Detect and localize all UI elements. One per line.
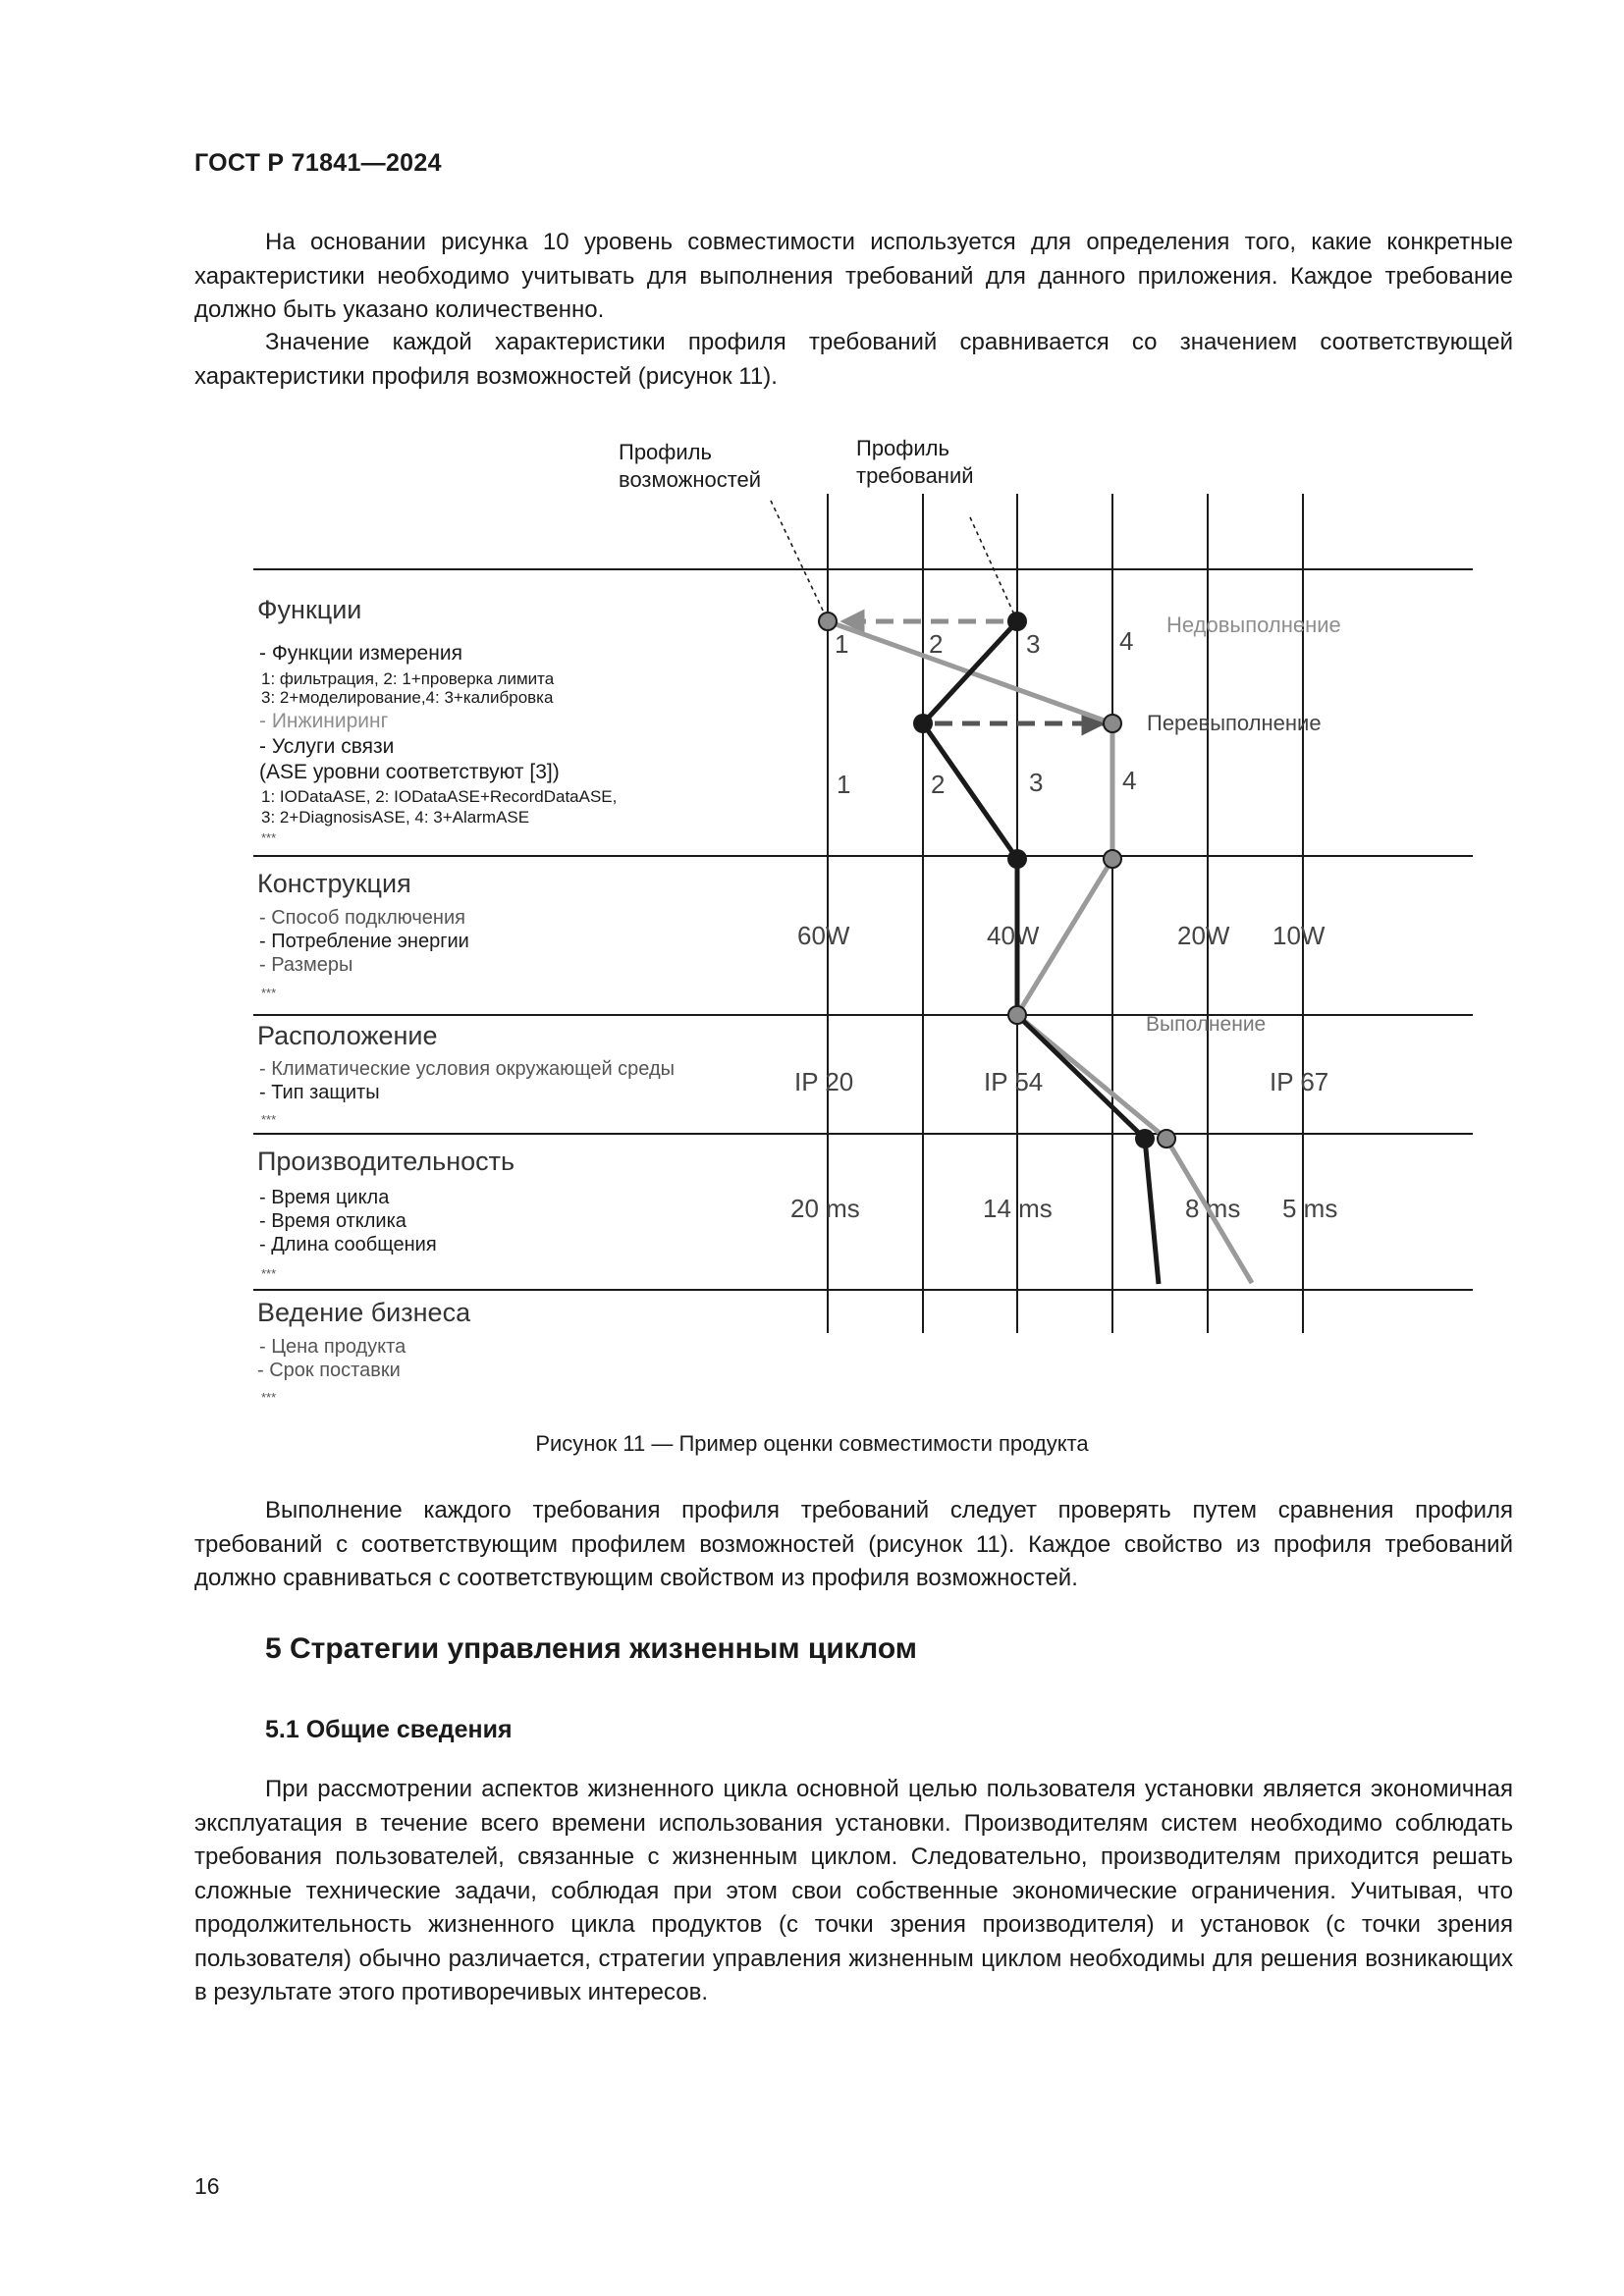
power-value: 10W xyxy=(1272,921,1326,950)
section-item: 1: фильтрация, 2: 1+проверка лимита xyxy=(261,669,555,688)
section-item: - Время отклика xyxy=(259,1210,406,1232)
section-item: 3: 2+моделирование,4: 3+калибровка xyxy=(261,688,554,707)
section-title-location: Расположение xyxy=(257,1021,438,1050)
section-item: *** xyxy=(261,986,277,1000)
section-item: *** xyxy=(261,1390,277,1405)
time-value: 14 ms xyxy=(983,1194,1053,1223)
time-value: 5 ms xyxy=(1282,1194,1338,1223)
section-item: 3: 2+DiagnosisASE, 4: 3+AlarmASE xyxy=(261,808,530,827)
section-heading: 5 Стратегии управления жизненным циклом xyxy=(265,1632,917,1665)
level-label: 3 xyxy=(1029,768,1044,797)
capability-profile-label: возможностей xyxy=(619,467,762,492)
requirement-pointer xyxy=(970,517,1014,614)
status-ok-label: Выполнение xyxy=(1146,1013,1267,1036)
figure-caption: Рисунок 11 — Пример оценки совместимости продукта xyxy=(535,1431,1089,1456)
level-label: 4 xyxy=(1119,626,1134,656)
requirement-profile-label: Профиль xyxy=(856,436,949,460)
protection-value: IP 67 xyxy=(1270,1067,1329,1096)
intro-paragraph-2: Значение каждой характеристики профиля требований сравнивается со значением соответствующей характеристики профиля возможностей (рисунок 11). xyxy=(194,329,1513,390)
power-value: 40W xyxy=(987,921,1040,950)
section-item: - Цена продукта xyxy=(259,1336,406,1358)
protection-value: IP 20 xyxy=(794,1067,854,1096)
level-label: 1 xyxy=(837,770,851,799)
section-item: - Способ подключения xyxy=(259,907,465,929)
section-item: *** xyxy=(261,1266,277,1281)
status-under-label: Недовыполнение xyxy=(1166,613,1341,637)
section-item: - Срок поставки xyxy=(257,1360,401,1381)
section-item: *** xyxy=(261,1112,277,1127)
section-item: 1: IODataASE, 2: IODataASE+RecordDataASE, xyxy=(261,787,618,806)
section-item: (ASE уровни соответствуют [3]) xyxy=(259,761,560,783)
document-header: ГОСТ Р 71841—2024 xyxy=(194,149,442,177)
section-item: - Функции измерения xyxy=(259,642,462,665)
section-item: - Инжиниринг xyxy=(259,710,389,732)
level-label: 2 xyxy=(931,770,946,799)
time-value: 8 ms xyxy=(1185,1194,1241,1223)
section-item: - Размеры xyxy=(259,954,353,976)
section-item: - Тип защиты xyxy=(259,1082,380,1103)
section-item: - Время цикла xyxy=(259,1187,390,1208)
section-item: - Длина сообщения xyxy=(259,1234,437,1255)
section-item: - Климатические условия окружающей среды xyxy=(259,1058,676,1080)
section-title-construction: Конструкция xyxy=(257,869,411,898)
time-value: 20 ms xyxy=(790,1194,860,1223)
intro-paragraph-1: На основании рисунка 10 уровень совместимости используется для определения того, какие конкретные характеристики необходимо учитывать для выполнения требований для данного приложения. Каждое требование должно быть указано количественно. xyxy=(194,229,1513,323)
section-title-functions: Функции xyxy=(257,595,362,624)
section-item: - Потребление энергии xyxy=(259,931,469,952)
capability-profile-label: Профиль xyxy=(619,440,712,464)
level-label: 2 xyxy=(929,629,944,659)
protection-value: IP 54 xyxy=(984,1067,1044,1096)
capability-pointer xyxy=(771,501,825,614)
section-title-business: Ведение бизнеса xyxy=(257,1298,471,1327)
after-figure-paragraph: Выполнение каждого требования профиля требований следует проверять путем сравнения профиля требований с соответствующим профилем возможностей (рисунок 11). Каждое свойство из профиля требований должно сравниваться с соответствующим свойством из профиля возможностей. xyxy=(194,1497,1513,1591)
section-title-performance: Производительность xyxy=(257,1147,515,1176)
level-label: 1 xyxy=(835,629,849,659)
page-number: 16 xyxy=(194,2173,220,2199)
level-label: 3 xyxy=(1026,629,1041,659)
section-item: *** xyxy=(261,830,277,845)
level-label: 4 xyxy=(1122,766,1137,795)
body-paragraph: При рассмотрении аспектов жизненного цикла основной целью пользователя установки является экономичная эксплуатация в течение всего времени использования установки. Производителям систем необходимо соблюдать требования пользователей, связанные с жизненным циклом. Следовательно, производителям приходится решать сложные технические задачи, соблюдая при этом свои собственные экономические ограничения. Учитывая, что продолжительность жизненного цикла продуктов (с точки зрения производителя) и установок (с точки зрения пользователя) обычно различается, стратегии управления жизненным циклом необходимы для решения возникающих в результате этого противоречивых интересов. xyxy=(194,1776,1513,2005)
power-value: 20W xyxy=(1177,921,1230,950)
section-item: - Услуги связи xyxy=(259,735,395,758)
status-over-label: Перевыполнение xyxy=(1147,711,1322,735)
requirement-profile-label: требований xyxy=(856,463,974,488)
requirement-profile-line xyxy=(923,621,1159,1284)
power-value: 60W xyxy=(797,921,850,950)
subsection-heading: 5.1 Общие сведения xyxy=(265,1716,513,1743)
